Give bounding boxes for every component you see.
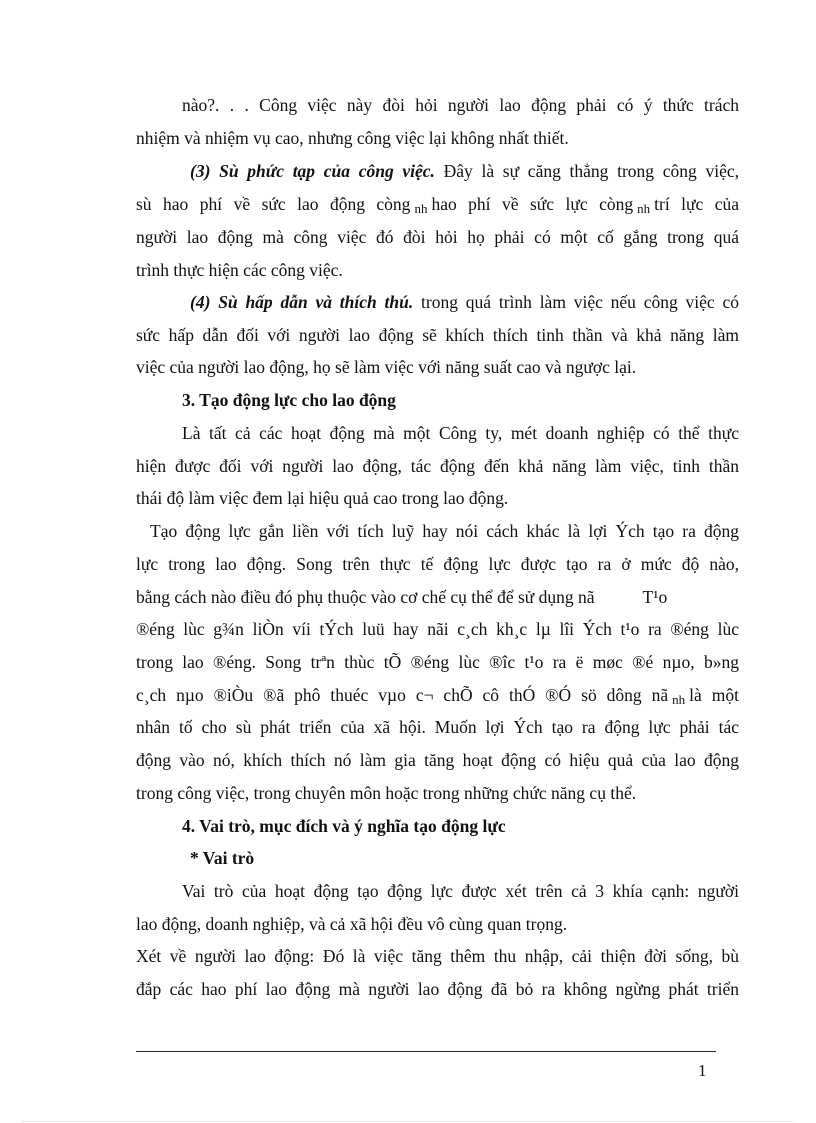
text-span: T¹o [642,587,668,607]
footer-rule [136,1051,716,1052]
paragraph-line: lực trong lao động. Song trên thực tế động lực được tạo ra ở mức độ nào, [136,554,739,574]
paragraph-line: thái độ làm việc đem lại hiệu quả cao trong lao động. [136,488,509,508]
paragraph-line: hiện được đối với người lao động, tác động đến khả năng làm việc, tinh thần [136,456,739,476]
paragraph-line: nhân tố cho sù phát triển của xã hội. Muốn lợi Ých tạo ra động lực phải tác [136,717,739,737]
text-span: bằng cách nào điều đó phụ thuộc vào cơ chế cụ thể để sử dụng nã [136,587,595,607]
subscript-fragment: nh [637,201,651,216]
paragraph-line: ®éng lùc g¾n liÒn víi tÝch luü hay nãi c¸ch kh¸c lµ lîi Ých t¹o ra ®éng lùc [136,619,739,639]
text-span: trí lực của [654,194,740,214]
paragraph-line: sức hấp dẫn đối với người lao động sẽ khích thích tinh thần và khả năng làm [136,325,739,345]
text-span: hao phí về sức lực còng [431,194,634,214]
paragraph-line: Tạo động lực gắn liền với tích luỹ hay nói cách khác là lợi Ých tạo ra động [150,521,739,541]
paragraph-line [190,291,739,313]
paragraph-line: Xét về người lao động: Đó là việc tăng thêm thu nhập, cải thiện đời sống, bù [136,946,739,966]
paragraph-line: người lao động mà công việc đó đòi hỏi họ phải có một cố gắng trong quá [136,227,739,247]
subscript-fragment: nh [414,201,428,216]
text-span: sù hao phí về sức lao động còng [136,194,411,214]
paragraph-line: lao động, doanh nghiệp, và cả xã hội đều vô cùng quan trọng. [136,914,568,934]
paragraph-line: động vào nó, khích thích nó làm gia tăng hoạt động có hiệu quả của lao động [136,750,739,770]
paragraph-line: việc của người lao động, họ sẽ làm việc với năng suất cao và ngược lại. [136,357,637,377]
text-span: c¸ch nµo ®iÒu ®ã phô thuéc vµo c¬ chÕ cô thÓ ®Ó sö dông nã [136,685,669,705]
paragraph-line: nhiệm và nhiệm vụ cao, nhưng công việc lại không nhất thiết. [136,128,569,148]
page-number: 1 [698,1061,707,1080]
text-span: Đây là sự căng thẳng trong công việc, [434,161,739,181]
paragraph-line: Vai trò của hoạt động tạo động lực được xét trên cả 3 khía cạnh: người [182,881,739,901]
paragraph-line: nào?. . . Công việc này đòi hỏi người lao động phải có ý thức trách [182,95,739,115]
section-heading-complexity: (3) Sù phức tạp của công việc. [190,161,435,181]
subheading-role: * Vai trò [190,848,255,868]
paragraph-line [136,193,739,217]
paragraph-line [190,160,739,182]
paragraph-line: Là tất cả các hoạt động mà một Công ty, mét doanh nghiệp có thể thực [182,423,739,443]
section-heading-motivation: 3. Tạo động lực cho lao động [182,390,396,410]
text-span: trong quá trình làm việc nếu công việc có [413,292,739,312]
page-edge-divider [22,1121,794,1122]
paragraph-line: trong công việc, trong chuyên môn hoặc trong những chức năng cụ thể. [136,783,637,803]
section-heading-role-purpose: 4. Vai trò, mục đích và ý nghĩa tạo động lực [182,816,506,836]
paragraph-line: đắp các hao phí lao động mà người lao động đã bỏ ra không ngừng phát triển [136,979,739,999]
paragraph-line [136,586,739,608]
paragraph-line: trong lao ®éng. Song trªn thùc tÕ ®éng lùc ®îc t¹o ra ë møc ®é nµo, b»ng [136,652,739,672]
subscript-fragment: nh [672,692,686,707]
section-heading-attraction: (4) Sù hấp dẫn và thích thú. [190,292,414,312]
paragraph-line: trình thực hiện các công việc. [136,260,343,280]
text-span: là một [689,685,739,705]
paragraph-line [136,684,739,708]
